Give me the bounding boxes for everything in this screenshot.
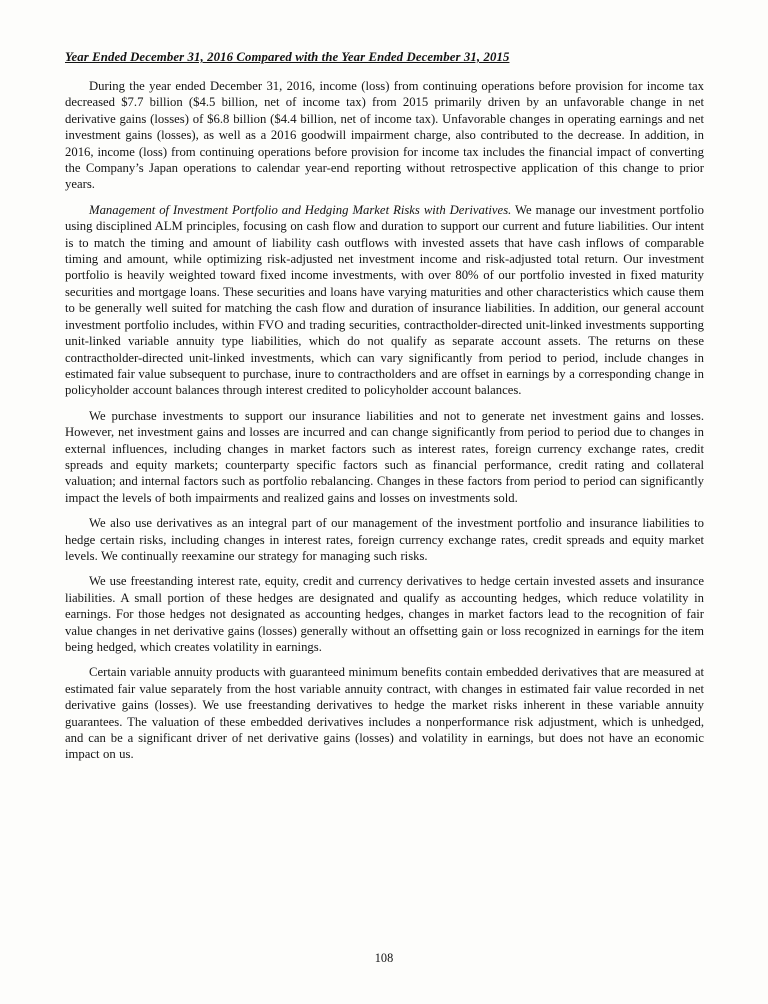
section-heading: Year Ended December 31, 2016 Compared with the Year Ended December 31, 2015: [65, 50, 510, 64]
paragraph: [65, 202, 704, 399]
paragraph: [65, 408, 704, 506]
paragraph-text: We purchase investments to support our insurance liabilities and not to generate net investment gains and losses. However, net investment gains and losses are incurred and can change significantly from period to period due to changes in external influences, including changes in market factors such as interest rates, foreign currency exchange rates, credit spreads and equity markets; counterparty specific factors such as financial performance, credit rating and collateral valuation; and internal factors such as portfolio rebalancing. Changes in these factors from period to period can significantly impact the levels of both impairments and realized gains and losses on investments sold.: [65, 408, 704, 505]
paragraph-text: Certain variable annuity products with guaranteed minimum benefits contain embedded derivatives that are measured at estimated fair value separately from the host variable annuity contract, with changes in estimated fair value recorded in net derivative gains (losses). We use freestanding derivatives to hedge the market risks inherent in these variable annuity guarantees. The valuation of these embedded derivatives includes a nonperformance risk adjustment, which is unhedged, and can be a significant driver of net derivative gains (losses) and volatility in earnings, but does not have an economic impact on us.: [65, 665, 704, 762]
page-number: 108: [374, 951, 394, 965]
paragraph: [65, 78, 704, 193]
paragraph-text: During the year ended December 31, 2016, income (loss) from continuing operations before provision for income tax decreased $7.7 billion ($4.5 billion, net of income tax) from 2015 primarily driven by an unfavorable change in net derivative gains (losses) of $6.8 billion ($4.4 billion, net of income tax). Unfavorable changes in operating earnings and net investment gains (losses), as well as a 2016 goodwill impairment charge, also contributed to the decrease. In addition, in 2016, income (loss) from continuing operations before provision for income tax includes the financial impact of converting the Company’s Japan operations to calendar year-end reporting without retrospective application of this change to prior years.: [65, 79, 704, 192]
paragraph: [65, 573, 704, 655]
paragraph-text: We use freestanding interest rate, equity, credit and currency derivatives to hedge certain invested assets and insurance liabilities. A small portion of these hedges are designated and qualify as accounting hedges, which reduce volatility in earnings. For those hedges not designated as accounting hedges, changes in market factors lead to the recognition of fair value changes in net derivative gains (losses) generally without an offsetting gain or loss recognized in earnings for the item being hedged, which creates volatility in earnings.: [65, 574, 704, 654]
paragraph: [65, 664, 704, 762]
paragraph: [65, 515, 704, 564]
paragraph-text: We manage our investment portfolio using disciplined ALM principles, focusing on cash flow and duration to support our current and future liabilities. Our intent is to match the timing and amount of liability cash outflows with invested assets that have cash inflows of comparable timing and amount, while optimizing risk-adjusted net investment income and risk-adjusted total return. Our investment portfolio is heavily weighted toward fixed income investments, with over 80% of our portfolio invested in fixed maturity securities and mortgage loans. These securities and loans have varying maturities and other characteristics which cause them to be generally well suited for matching the cash flow and duration of insurance liabilities. In addition, our general account investment portfolio includes, within FVO and trading securities, contractholder-directed unit-linked investments supporting unit-linked variable annuity type liabilities, which do not qualify as separate account assets. The returns on these contractholder-directed unit-linked investments, which can vary significantly from period to period, include changes in estimated fair value subsequent to purchase, inure to contractholders and are offset in earnings by a corresponding change in policyholder account balances through interest credited to policyholder account balances.: [65, 202, 704, 398]
paragraph-text: We also use derivatives as an integral part of our management of the investment portfolio and insurance liabilities to hedge certain risks, including changes in interest rates, foreign currency exchange rates, credit spreads and equity market levels. We continually reexamine our strategy for managing such risks.: [65, 516, 704, 563]
paragraph-lead: Management of Investment Portfolio and Hedging Market Risks with Derivatives.: [89, 202, 512, 217]
